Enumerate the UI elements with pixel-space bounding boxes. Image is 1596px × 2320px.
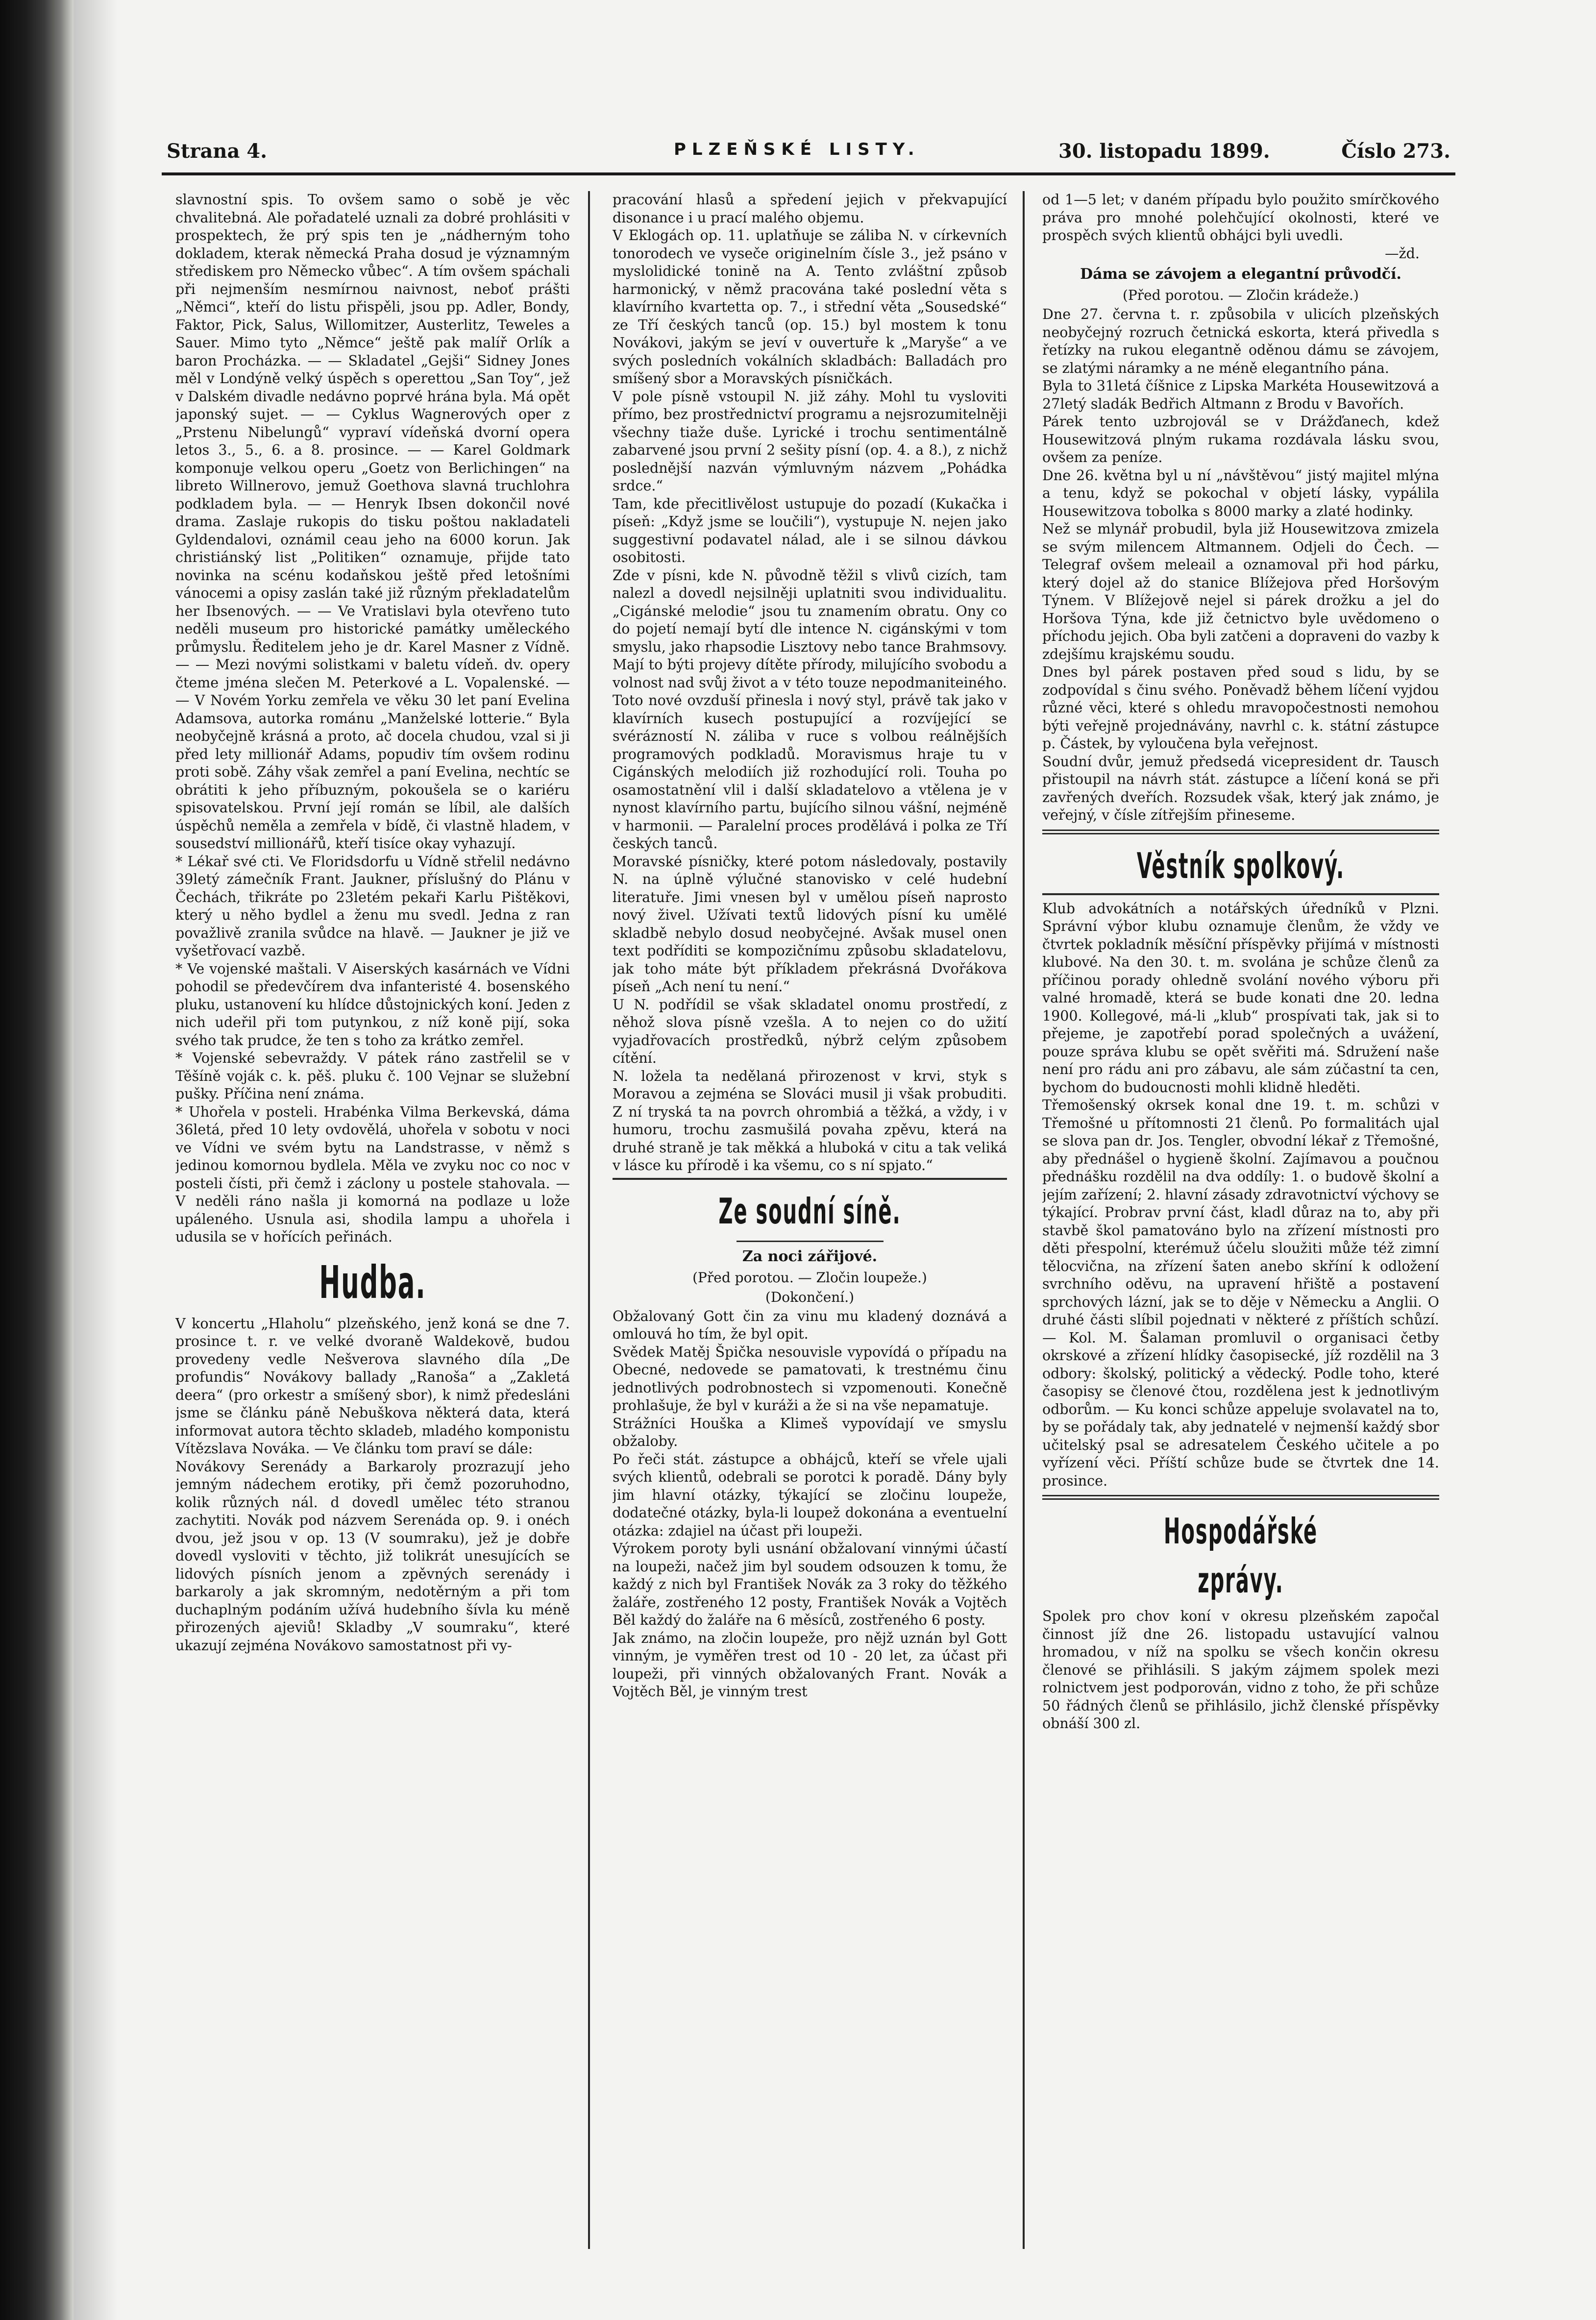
music-article-body: Novákovy Serenády a Barkaroly prozrazují jeho jemným nádechem erotiky, při čemž pozoruhodno, kolik různých nál. d dovedl umělec této stranou zachytiti. Novák pod názvem Serenáda op. 9. i onéch dvou, jež jsou v op. 13 (V soumraku), jež je dobře dovedl vysloviti v těchto, již tolikrát unesujících se lidových písních jenom a zpěvných serenády i barkaroly a jak skromným, nedotěrným a při tom duchaplným podáním užívá hudebního šívla ku méně přirozených ajeviů! Skladby „V soumraku“, které ukazují zejména Novákovo samostatnost při vy- [175, 1458, 570, 1654]
column-1 [175, 191, 570, 2249]
section-heading-clubs: Věstník spolkový. [1136, 845, 1345, 886]
court-text: Po řeči stát. zástupce a obhájců, kteří se vřele ujali svých klientů, odebrali se porotci k poradě. Dány byly jim hlavní otázky, týkající se zločinu loupeže, dodatečné otázky, byla-li loupež dokonána a eventuelní otázka: zdajiel na účast při loupeži. [613, 1451, 1007, 1539]
economy-news-horses: Spolek pro chov koní v okresu plzeňském započal činnost jíž dne 26. listopadu ustavující valnou hromadou, v níž na spolku se všech končin okresu členové se přihlásili. S jakým zájmem spolek mezi rolnictvem jest podporován, vidno z toho, že při schůze 50 řádných členů se přihlásilo, jichž členské příspěvky obnáší 300 zl. [1042, 1608, 1439, 1732]
court-case-continued: (Dokončení.) [765, 1289, 855, 1305]
section-rule [1042, 830, 1439, 834]
court-text: Strážníci Houška a Klimeš vypovídají ve smyslu obžaloby. [613, 1415, 1007, 1449]
paper-title: PLZEŇSKÉ LISTY. [674, 140, 920, 159]
court2-text: Dne 26. května byl u ní „návštěvou“ jistý majitel mlýna a tenu, když se pokochal v objetí lásky, vypálila Housewitzova tobolka s 8000 marky a zlaté hodinky. [1042, 467, 1439, 519]
court-text: Svědek Matěj Špička nesouvisle vypovídá o případu na Obecné, nedovede se pamatovati, k trestnému činu jednotlivých podrobnostech si vzpomenouti. Konečně prohlašuje, že byl v kuráži a že si na vše nepamatuje. [613, 1343, 1007, 1414]
news-item-stable: * Ve vojenské maštali. V Aiserských kasárnách ve Vídni pohodil se předevčírem dva infanteristé 4. bosenského pluku, ustanovení ku hlídce důstojnických koní. Jeden z nich udeřil při tom putynkou, z níž koně pijí, soka svého tak prudce, že ten s toho za krátko zemřel. [175, 960, 570, 1049]
music-article-songs: V pole písně vstoupil N. již záhy. Mohl tu vysloviti přímo, bez prostřednictví programu a nejsrozumitelněji všechny tiaže duše. Lyrické i trochu sentimentálně zabarvené jsou první 2 sešity písní (op. 4. a 8.), z nichž poslednější nazván výmluvným názvem „Pohádka srdce.“ [613, 388, 1007, 494]
court2-text: Soudní dvůr, jemuž předsedá vicepresident dr. Tausch přistoupil na návrh stát. zástupce a líčení koná se při zavřených dveřích. Rozsudek však, který jak známo, je veřejný, v čísle zítřejším přineseme. [1042, 753, 1439, 823]
issue-number: Číslo 273. [1341, 140, 1450, 163]
court2-text: Dnes byl párek postaven před soud s lidu, by se zodpovídal s činu svého. Poněvadž během líčení vyjdou různé věci, které s ohledu mravopočestnosti nemohou býti veřejně projednávány, navrhl c. k. státní zástupce p. Částek, by vyloučena byla veřejnost. [1042, 664, 1439, 752]
binding-shadow [74, 0, 118, 2320]
section-heading-economy: Hospodářské zprávy. [1163, 1511, 1318, 1601]
column-3 [1042, 191, 1439, 2249]
issue-date: 30. listopadu 1899. [1058, 140, 1270, 163]
section-rule [1042, 1495, 1439, 1500]
music-article-cuckoo: Tam, kde přecitlivělost ustupuje do pozadí (Kukačka i píseň: „Když jsme se loučili“), vystupuje N. nejen jako suggestivní podavatel nálad, ale i se silnou dávkou osobitosti. [613, 495, 1007, 565]
column-2 [613, 191, 1007, 2249]
music-article-eclogues: V Eklogách op. 11. uplatňuje se záliba N. v církevních tonorodech ve vyseče originelním čísle 3., jež psáno v myslolidické tonině na A. Tento zvláštní způsob harmonický, v němž pracována také poslední věta s klavírního kvartetta op. 7., i střední věta „Sousedské“ ze Tří českých tanců (op. 15.) byl mostem k tonu Novákovi, jakým se jeví v ouvertuře k „Maryše“ a ve svých posledních vokálních skladbách: Balladách pro smíšený sbor a Moravských písničkách. [613, 227, 1007, 387]
music-article-environment: U N. podřídil se však skladatel onomu prostředí, z něhož slova písně vzešla. A to nejen co do užití vyjadřovacích prostředků, nýbrž celým způsobem cítění. [613, 996, 1007, 1066]
news-item-doctor: * Lékař své cti. Ve Floridsdorfu u Vídně střelil nedávno 39letý zámečník Frant. Jaukner, příslušný do Plánu v Čechách, třikráte po 23letém pekaři Karlu Pištěkovi, který u něho bydlel a ženu mu svedl. Jedna z ran považlivě zranila svůdce na hlavě. — Jaukner je již ve vyšetřovací vazbě. [175, 853, 570, 959]
news-item-burned: * Uhořela v posteli. Hrabénka Vilma Berkevská, dáma 36letá, před 10 lety ovdovělá, uhořela v sobotu v noci ve Vídni ve svém bytu na Landstrasse, v němž s jedinou komornou bydlela. Měla ve zvyku noc co noc v posteli čísti, při čemž i záclony u postele stahovala. — V neděli ráno našla ji komorná na podlaze u lože upáleného. Usnula asi, shodila lampu a uhořela i udusila se v hořících peřinách. [175, 1103, 570, 1245]
section-rule [613, 1178, 1007, 1180]
music-article-cont: pracování hlasů a spředení jejich v překvapující disonance i u prací malého objemu. [613, 192, 1007, 226]
heading-rule [737, 1241, 884, 1242]
court2-text: Dne 27. června t. r. způsobila v ulicích plzeňských neobyčejný rozruch četnická eskorta, která přivedla s řetízky na rukou elegantně oděnou dámu se závojem, se zlatými náramky a ne méně elegantního pána. [1042, 306, 1439, 376]
court-case2-subtitle: (Před porotou. — Zločin krádeže.) [1123, 287, 1359, 303]
section-rule [1042, 893, 1439, 895]
music-article-gypsy: Zde v písni, kde N. původně těžil s vlivů cizích, tam nalezl a dovedl nejsilněji uplatniti svou individualitu. „Cigánské melodie“ jsou tu znamením obratu. Ony co do pojetí nemají bytí dle intence N. cigánskými v tom smyslu, jako rhapsodie Lisztovy nebo tance Brahmsovy. Mají to býti projevy dítěte přírody, milujícího svobodu a volnost nad svůj život a v této touze nepodmaniteiného. Toto nové ovzduší přinesla i nový styl, právě tak jako v klavírních kusech postupující a rozvíjející se svérázností N. záliba v ruce s volbou reálnějších programových podkladů. Moravismus hraje tu v Cigánských melodiích již rozhodující roli. Touha po osamostatnění vlil i další skladatelovo a vtělena je v nynost klavírního partu, bujícího silnou vášní, nejméně v harmonii. — Paralelní proces prodělává i polka ze Tří českých tanců. [613, 567, 1007, 852]
court2-text: Párek tento uzbrojovál se v Drážďanech, kdež Housewitzová plným rukama rozdávala lásku svou, ovšem za peníze. [1042, 414, 1439, 465]
music-article-intro: V koncertu „Hlaholu“ plzeňského, jenž koná se dne 7. prosince t. r. ve velké dvoraně Waldekově, budou provedeny vedle Nešverova slavného díla „De profundis“ Novákovy ballady „Ranoša“ a „Zakletá deera“ (pro orkestr a smíšený sbor), k nimž předesláni jsme se článku páně Nebuškova některá data, která informovat autora těchto skladeb, mladého komponistu Vítězslava Nováka. — Ve článku tom praví se dále: [175, 1315, 570, 1457]
court-text: Výrokem poroty byli usnání obžalovaní vinnými účastí na loupeži, načež jim byl soudem odsouzen k tomu, že každý z nich byl František Novák za 3 roky do těžkého žaláře, zostřeného 12 posty, František Novák a Vojtěch Běl každý do žaláře na 6 měsíců, zostřeného 6 posty. [613, 1540, 1007, 1628]
music-article-moravian: Moravské písničky, které potom následovaly, postavily N. na úplně výlučné stanovisko v celé hudební literatuře. Jimi vnesen byl v umělou píseň naprosto nový živel. Užívati textů lidových písní ku umělé skladbě nebylo dosud neobyčejné. Avšak musel onen text podříditi se kompozičnímu způsobu skladatelovu, jak toho máte být příkladem překrásná Dvořákova píseň „Ach není tu není.“ [613, 853, 1007, 995]
page-label: Strana 4. [167, 140, 268, 163]
book-binding-edge [0, 0, 74, 2320]
court2-text: Byla to 31letá číšnice z Lipska Markéta Housewitzová a 27letý sladák Bedřich Altmann z Brodu v Bavořích. [1042, 378, 1439, 412]
court-text: Obžalovaný Gott čin za vinu mu kladený doznává a omlouvá ho tím, že byl opit. [613, 1308, 1007, 1342]
club-news-lawyers: Klub advokátních a notářských úředníků v Plzni. Správní výbor klubu oznamuje členům, že vždy ve čtvrtek pokladník měsíční příspěvky přijímá v místnosti klubové. Na den 30. t. m. svolána je schůze členů za příčinou porady ohledně svolání nového výboru při valné hromadě, která se bude konati dne 20. ledna 1900. Kollegové, má-li „klub“ prospívati tak, jak si to přejeme, je zapotřebí porad společných a uvážení, pouze správa klubu se opět svěřiti má. Sdružení naše není pro rádu ani pro zábavu, ale sám zúčastní ta cen, bychom do budoucnosti mohli klidně hleděti. [1042, 900, 1439, 1096]
article-text: slavnostní spis. To ovšem samo o sobě je věc chvalitebná. Ale pořadatelé uznali za dobré prohlásiti v prospektech, že prý spis ten je „nádherným toho dokladem, kterak německá Praha dosud je významným střediskem pro Německo vůbec“. A tím ovšem spáchali při nejmenším nesmírnou naivnost, neboť prášti „Němci“, kteří do listu přispěli, jsou pp. Adler, Bondy, Faktor, Pick, Salus, Willomitzer, Austerlitz, Teweles a Sauer. Mimo tyto „Němce“ ještě pak malíř Orlík a baron Procházka. — — Skladatel „Gejši“ Sidney Jones měl v Londýně velký úspěch s operettou „San Toy“, jež v Dalském divadle nedávno poprvé hrána byla. Má opět japonský sujet. — — Cyklus Wagnerových oper z „Prstenu Nibelungů“ vypraví vídeňská dvorní opera letos 3., 5., 6. a 8. prosince. — — Karel Goldmark komponuje velkou operu „Goetz von Berlichingen“ na libreto Willnerovo, jemuž Goethova slavná truchlohra podkladem byla. — — Henryk Ibsen dokončil nové drama. Zaslaje rukopis do tisku poštou nakladateli Gyldendalovi, oznámil ceau jeho na 6000 korun. Jak christiánský list „Politiken“ oznamuje, přijde tato novinka na scénu kodaňskou ještě před letošními vánocemi a opisy zaslán také již různým překladatelům her Ibsenových. — — Ve Vratislavi byla otevřeno tuto neděli museum pro historické památky uměleckého průmyslu. Ředitelem jeho je dr. Karel Masner z Vídně. — — Mezi novými solistkami v baletu vídeň. dv. opery čteme jména slečen M. Peterkové a L. Vopalenské. — — V Novém Yorku zemřela ve věku 30 let paní Evelina Adamsova, autorka románu „Manželské lotterie.“ Byla neobyčejně krásná a proto, ač docela chudou, vzal si ji před lety millionář Adams, popudiv tím ovšem rodinu proti sobě. Záhy však zemřel a paní Evelina, nechtíc se obrátiti k jeho příbuzným, pokoušela se o kariéru spisovatelskou. První její román se líbil, ale dalších úspěchů neměla a zemřela v bídě, či vlastně hladem, v sousedství millionářů, kteří tisíce okay vyhazují. [175, 192, 570, 852]
court-text-end: od 1—5 let; v daném případu bylo použito smírčkového práva pro mnohé polehčující okolnosti, které ve prospěch svých klientů obhájci byli uvedli. [1042, 192, 1439, 244]
court-text: Jak známo, na zločin loupeže, pro nějž uznán byl Gott vinným, je vyměřen trest od 10 - 20 let, za účast při loupeži, při vinných obžalovaných Frant. Novák a Vojtěch Běl, je vinným trest [613, 1630, 1007, 1700]
column-divider-1 [588, 191, 590, 2249]
court-case-title: Za noci zářijové. [742, 1247, 878, 1265]
club-news-district: Třemošenský okrsek konal dne 19. t. m. schůzi v Třemošné u přítomnosti 21 členů. Po formalitách ujal se slova pan dr. Jos. Tengler, obvodní lékař z Třemošné, aby přednášel o hygieně školní. Zajímavou a poučnou přednášku rozdělil na dva oddíly: 1. o budově školní a jejím zařízení; 2. hlavní zásady zdravotnictví výchovy se týkající. Probrav první část, kladl důraz na to, aby při stavbě škol pamatováno bylo na zřízení místnosti pro děti přespolní, kterémuž účelu sloužiti může též zimní tělocvična, na zřízení šaten anebo skříní k odložení svrchního oděvu, na upravení hřiště a postavení sprchových lázní, jak se to děje v Německu a Anglii. O druhé části slíbil pojednati v některé z příštích schůzí. — Kol. M. Šalaman promluvil o organisaci četby okrskové a zřízení hlídky časopisecké, jíž rozdělil na 3 odbory: školský, politický a vědecký. Podle toho, které časopisy se členové čtou, rozdělena jest k jednotlivým odborům. — Ku konci schůze appeluje svolavatel na to, by se pořádaly tak, aby jednatelé v nejmenší každý sbor učitelský psal se adresatelem Českého učitele a po vyřízení věci. Příští schůze bude se čtvrtek dne 14. prosince. [1042, 1097, 1439, 1489]
court-case-subtitle: (Před porotou. — Zločin loupeže.) [692, 1269, 927, 1286]
newspaper-page [162, 122, 1455, 2254]
section-heading-music: Hudba. [319, 1256, 426, 1309]
news-item-suicide: * Vojenské sebevraždy. V pátek ráno zastřelil se v Těšíně voják c. k. pěš. pluku č. 100 Vejnar se služební pušky. Příčina není známa. [175, 1050, 570, 1102]
author-signature: —žd. [1385, 245, 1420, 262]
music-article-end: N. ložela ta nedělaná přirozenost v krvi, styk s Moravou a zejména se Slováci musil ji však probuditi. Z ní tryská ta na povrch ohrombiá a těžká, a vždy, i v humoru, trochu zasmušilá povaha zpěvu, která na druhé straně je tak měkká a hluboká v citu a tak veliká v lásce ku přírodě i ka všemu, co s ní spjato.“ [613, 1068, 1007, 1173]
court-case2-title: Dáma se závojem a elegantní průvodčí. [1080, 266, 1401, 283]
column-divider-2 [1023, 191, 1025, 2249]
court2-text: Než se mlynář probudil, byla již Housewitzova zmizela se svým milencem Altmannem. Odjeli do Čech. — Telegraf ovšem meleail a oznamoval při hod párku, který dojel až do stanice Blížejova před Horšovým Týnem. V Blížejově nejel si párek drožku a jel do Horšova Týna, kde již četnictvo byle uvědomeno o příchodu jejich. Oba byli zatčeni a dopraveni do vazby k zdejšímu krajskému soudu. [1042, 521, 1439, 662]
header-rule [162, 172, 1455, 175]
running-header [162, 140, 1455, 169]
section-heading-court: Ze soudní síně. [718, 1190, 901, 1232]
